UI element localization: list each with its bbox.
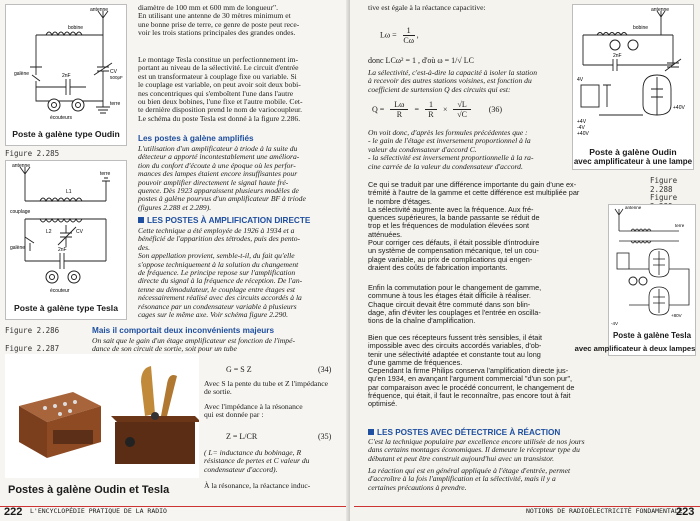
formula-34-desc: Avec S la pente du tube et Z l'impédance de sortie.	[204, 379, 328, 397]
equation-lw: Lω = $\frac{1}{C\omega}$ ,	[380, 26, 419, 45]
svg-text:antenne: antenne	[651, 7, 670, 13]
svg-text:antenne: antenne	[625, 205, 642, 210]
svg-text:L1: L1	[66, 189, 72, 195]
figure-286	[5, 160, 127, 320]
page-number-left: 222	[4, 506, 23, 518]
label-cap: 2nF	[62, 73, 71, 79]
svg-text:+4V: +4V	[577, 119, 587, 125]
svg-text:CV: CV	[110, 69, 117, 75]
conclusion-text: On voit donc, d'après les formules précédentes que : - le gain de l'étage est inversement proportionnel à la valeur du condensateur d'accord C. - la sélectivité est inversement proportionnelle à la ra- cine carrée de la valeur du condensateur d'accord.	[368, 128, 534, 171]
figure-289-number: Figure	[650, 193, 678, 202]
bullet-square-icon	[138, 217, 144, 223]
reaction-text-2: La réaction qui est en général appliquée à l'étage d'entrée, permet d'accroître à la fois l'amplification et la sélectivité, mais il y a certaines précautions à prendre.	[368, 466, 571, 492]
figure-288-caption-1: Poste à galène Oudin	[589, 147, 677, 157]
svg-text:couplage: couplage	[10, 209, 31, 215]
svg-text:-4V: -4V	[577, 125, 585, 131]
label-galene: galène	[14, 71, 30, 77]
heading-reaction: LES POSTES AVEC DÉTECTRICE À RÉACTION	[368, 428, 560, 437]
svg-text:terre: terre	[100, 171, 111, 177]
svg-text:+40V: +40V	[577, 131, 589, 137]
svg-text:-4V: -4V	[611, 321, 619, 326]
directe-text: Cette technique a été employée de 1926 à 1934 et a bénéficié de l'apparition des tétrodes, puis des pento- des. Son appellation provient, semble-t-il, du fait qu'elle s'oppose techniquement à la solution du changement de fréquence. Le principe repose sur l'amplification directe du signal à la fréquence de réception. De l'an- tenne au démodulateur, le couplage entre étages est nécessairement réalisé avec des circuits accordés à la résonance par un condensateur variable à plusieurs cages sur le même axe. Voir schéma figure 2.290.	[138, 226, 303, 320]
left-col-p2: Le montage Tesla constitue un perfectionnement im- portant au niveau de la sélectivité. Le circuit d'entrée est un transformateur à couplage fixe ou variable. Si le couplage est variable, on peut avoir soit deux bobi- nes concentriques qui s'emboîtent l'une dans l'autre ou bien deux bobines, l'une fixe et l'autre mobile. Cet- te dernière disposition prend le nom de variocoupleur. Le schéma du poste Tesla est donné à la figure 2.286.	[138, 55, 303, 123]
heading-defauts: Mais il comportait deux inconvénients majeurs	[92, 326, 274, 335]
figure-285-caption: Poste à galène type Oudin	[12, 129, 120, 139]
svg-text:L2: L2	[46, 229, 52, 235]
figure-286-caption: Poste à galène type Tesla	[14, 303, 118, 313]
figure-285-number: Figure 2.285	[5, 149, 60, 158]
figure-285	[5, 4, 127, 146]
svg-text:+40V: +40V	[673, 105, 685, 111]
radio-sets-image	[5, 354, 199, 478]
svg-text:+80V: +80V	[671, 313, 682, 318]
figure-289	[608, 204, 696, 356]
label-bobine: bobine	[68, 25, 84, 31]
formula-35: Z = L/CR	[226, 432, 258, 441]
bullet-square-icon	[368, 429, 374, 435]
svg-text:bobine: bobine	[633, 25, 649, 31]
reaction-text: C'est la technique populaire par excellence encore utilisée de nos jours dans certains montages économiques. Il demeure le récepteur type du débutant et peut être construit aujourd'hui avec un transistor.	[368, 437, 585, 463]
paragraph-4: Bien que ces récepteurs fussent très sensibles, il était impossible avec des circuits accordés variables, d'ob- tenir une sélectivité adaptée et constante tout au long d'une gamme de fréquences. Cependant la firme Philips conserva l'amplification directe jus- qu'en 1934, en avançant l'argument commercial "d'un son pur", par comparaison avec le procédé concurrent, le changement de fréquence, qui était, il faut le reconnaître, pas encore tout à fait optimisé.	[368, 333, 575, 409]
tesla-amp-schematic	[609, 205, 695, 329]
figure-288-number: Figure 2.288	[650, 176, 678, 194]
figure-287-number: Figure 2.287	[5, 344, 60, 353]
equation-lc: donc LCω² = 1 , d'où ω = 1/√ LC	[368, 56, 475, 65]
left-col-top: diamètre de 100 mm et 600 mm de longueur". En utilisant une antenne de 30 mètres minimum et une bonne prise de terre, ce genre de poste peut rece- voir les trois stations principales des grandes ondes.	[138, 3, 300, 38]
right-top-line: tive est égale à la réactance capacitive:	[368, 3, 486, 12]
svg-text:galène: galène	[10, 245, 26, 251]
svg-text:écouteur: écouteur	[50, 288, 70, 294]
formula-35-number: (35)	[318, 432, 332, 441]
formula-35-desc: ( L= inductance du bobinage, R résistance de pertes et C valeur du condensateur d'accord).	[204, 448, 310, 474]
footer-title-right: NOTIONS DE RADIOÉLECTRICITÉ FONDAMENTALE	[526, 507, 683, 515]
svg-text:terre: terre	[675, 223, 685, 228]
svg-text:2nF: 2nF	[58, 247, 67, 253]
tesla-schematic	[6, 161, 126, 297]
figure-288	[572, 4, 694, 170]
svg-text:antenne: antenne	[12, 163, 31, 169]
figure-286-number: Figure 2.286	[5, 326, 60, 335]
figure-288-caption-2: avec amplificateur à une lampe	[573, 157, 693, 166]
photo-caption: Postes à galène Oudin et Tesla	[8, 484, 170, 496]
svg-text:CV: CV	[76, 229, 83, 235]
equation-q: Q = $\frac{L\omega}{R}$ = $\frac{1}{R}$ × $\frac{√L}{√C}$ (36)	[372, 100, 503, 119]
oudin-schematic	[6, 5, 126, 123]
paragraph-3: Enfin la commutation pour le changement de gamme, commune à tous les étages était difficile à réaliser. Chaque circuit devait être commuté dans son blin- dage, afin d'éviter les couplages et l'entrée en oscilla- tions de la chaîne d'amplification.	[368, 283, 542, 326]
figure-289-caption-2: avec amplificateur à deux lampes	[574, 344, 696, 353]
svg-text:500pF: 500pF	[110, 75, 123, 80]
defauts-text: On sait que le gain d'un étage amplificateur est fonction de l'impé- dance de son circuit de sortie, soit pour un tube	[92, 336, 295, 354]
figure-289-caption-1: Poste à galène Tesla	[612, 331, 692, 340]
selectivity-intro: La sélectivité, c'est-à-dire la capacité à isoler la station à recevoir des autres stations voisines, est fonction du coefficient de surtension Q des circuits qui est:	[368, 68, 538, 94]
formula-35-intro: Avec l'impédance à la résonance qui est donnée par :	[204, 402, 303, 420]
svg-text:4V: 4V	[577, 77, 584, 83]
paragraph-2: Ce qui se traduit par une différence importante du gain d'une ex- trémité à l'autre de la gamme et cette différence est multipliée par le nombre d'étages. La sélectivité augmente avec la fréquence. Aux fré- quences supérieures, la bande passante se réduit de trop et les fréquences de modulation élevées sont atténuées. Pour corriger ces défauts, il était possible d'introduire un système de compensation mécanique, tel un cou- plage variable, au prix de complications qui engen- draient des coûts de fabrication importants.	[368, 180, 580, 272]
formula-34-number: (34)	[318, 365, 332, 374]
heading-directe: LES POSTES À AMPLIFICATION DIRECTE	[138, 216, 310, 225]
footer-title-left: L'ENCYCLOPÉDIE PRATIQUE DE LA RADIO	[30, 507, 167, 515]
page-number-right: 223	[676, 506, 695, 518]
heading-amplifies: Les postes à galène amplifiés	[138, 134, 254, 143]
label-antenne: antenne	[90, 7, 109, 13]
formula-34: G = S Z	[226, 365, 252, 374]
amplifies-text: L'utilisation d'un amplificateur à triode à la suite du détecteur a apporté incontestablement une améliora- tion du confort d'écoute à une époque où les perfor- mances des lampes étaient encore insuffisantes pour pouvoir amplifier directement le signal haute fré- quence. Dès 1923 apparaissent plusieurs modèles de postes à galène pourvus d'un amplificateur BF à triode (figures 2.288 et 2.289).	[138, 144, 306, 212]
label-terre: terre	[110, 101, 121, 107]
right-page	[350, 0, 700, 521]
label-ecouteur: écouteurs	[50, 115, 72, 121]
photo-oudin-tesla	[5, 354, 199, 478]
formula-36-intro: À la résonance, la réactance induc-	[204, 481, 311, 490]
oudin-amp-schematic	[573, 5, 693, 143]
svg-text:2nF: 2nF	[613, 53, 622, 59]
